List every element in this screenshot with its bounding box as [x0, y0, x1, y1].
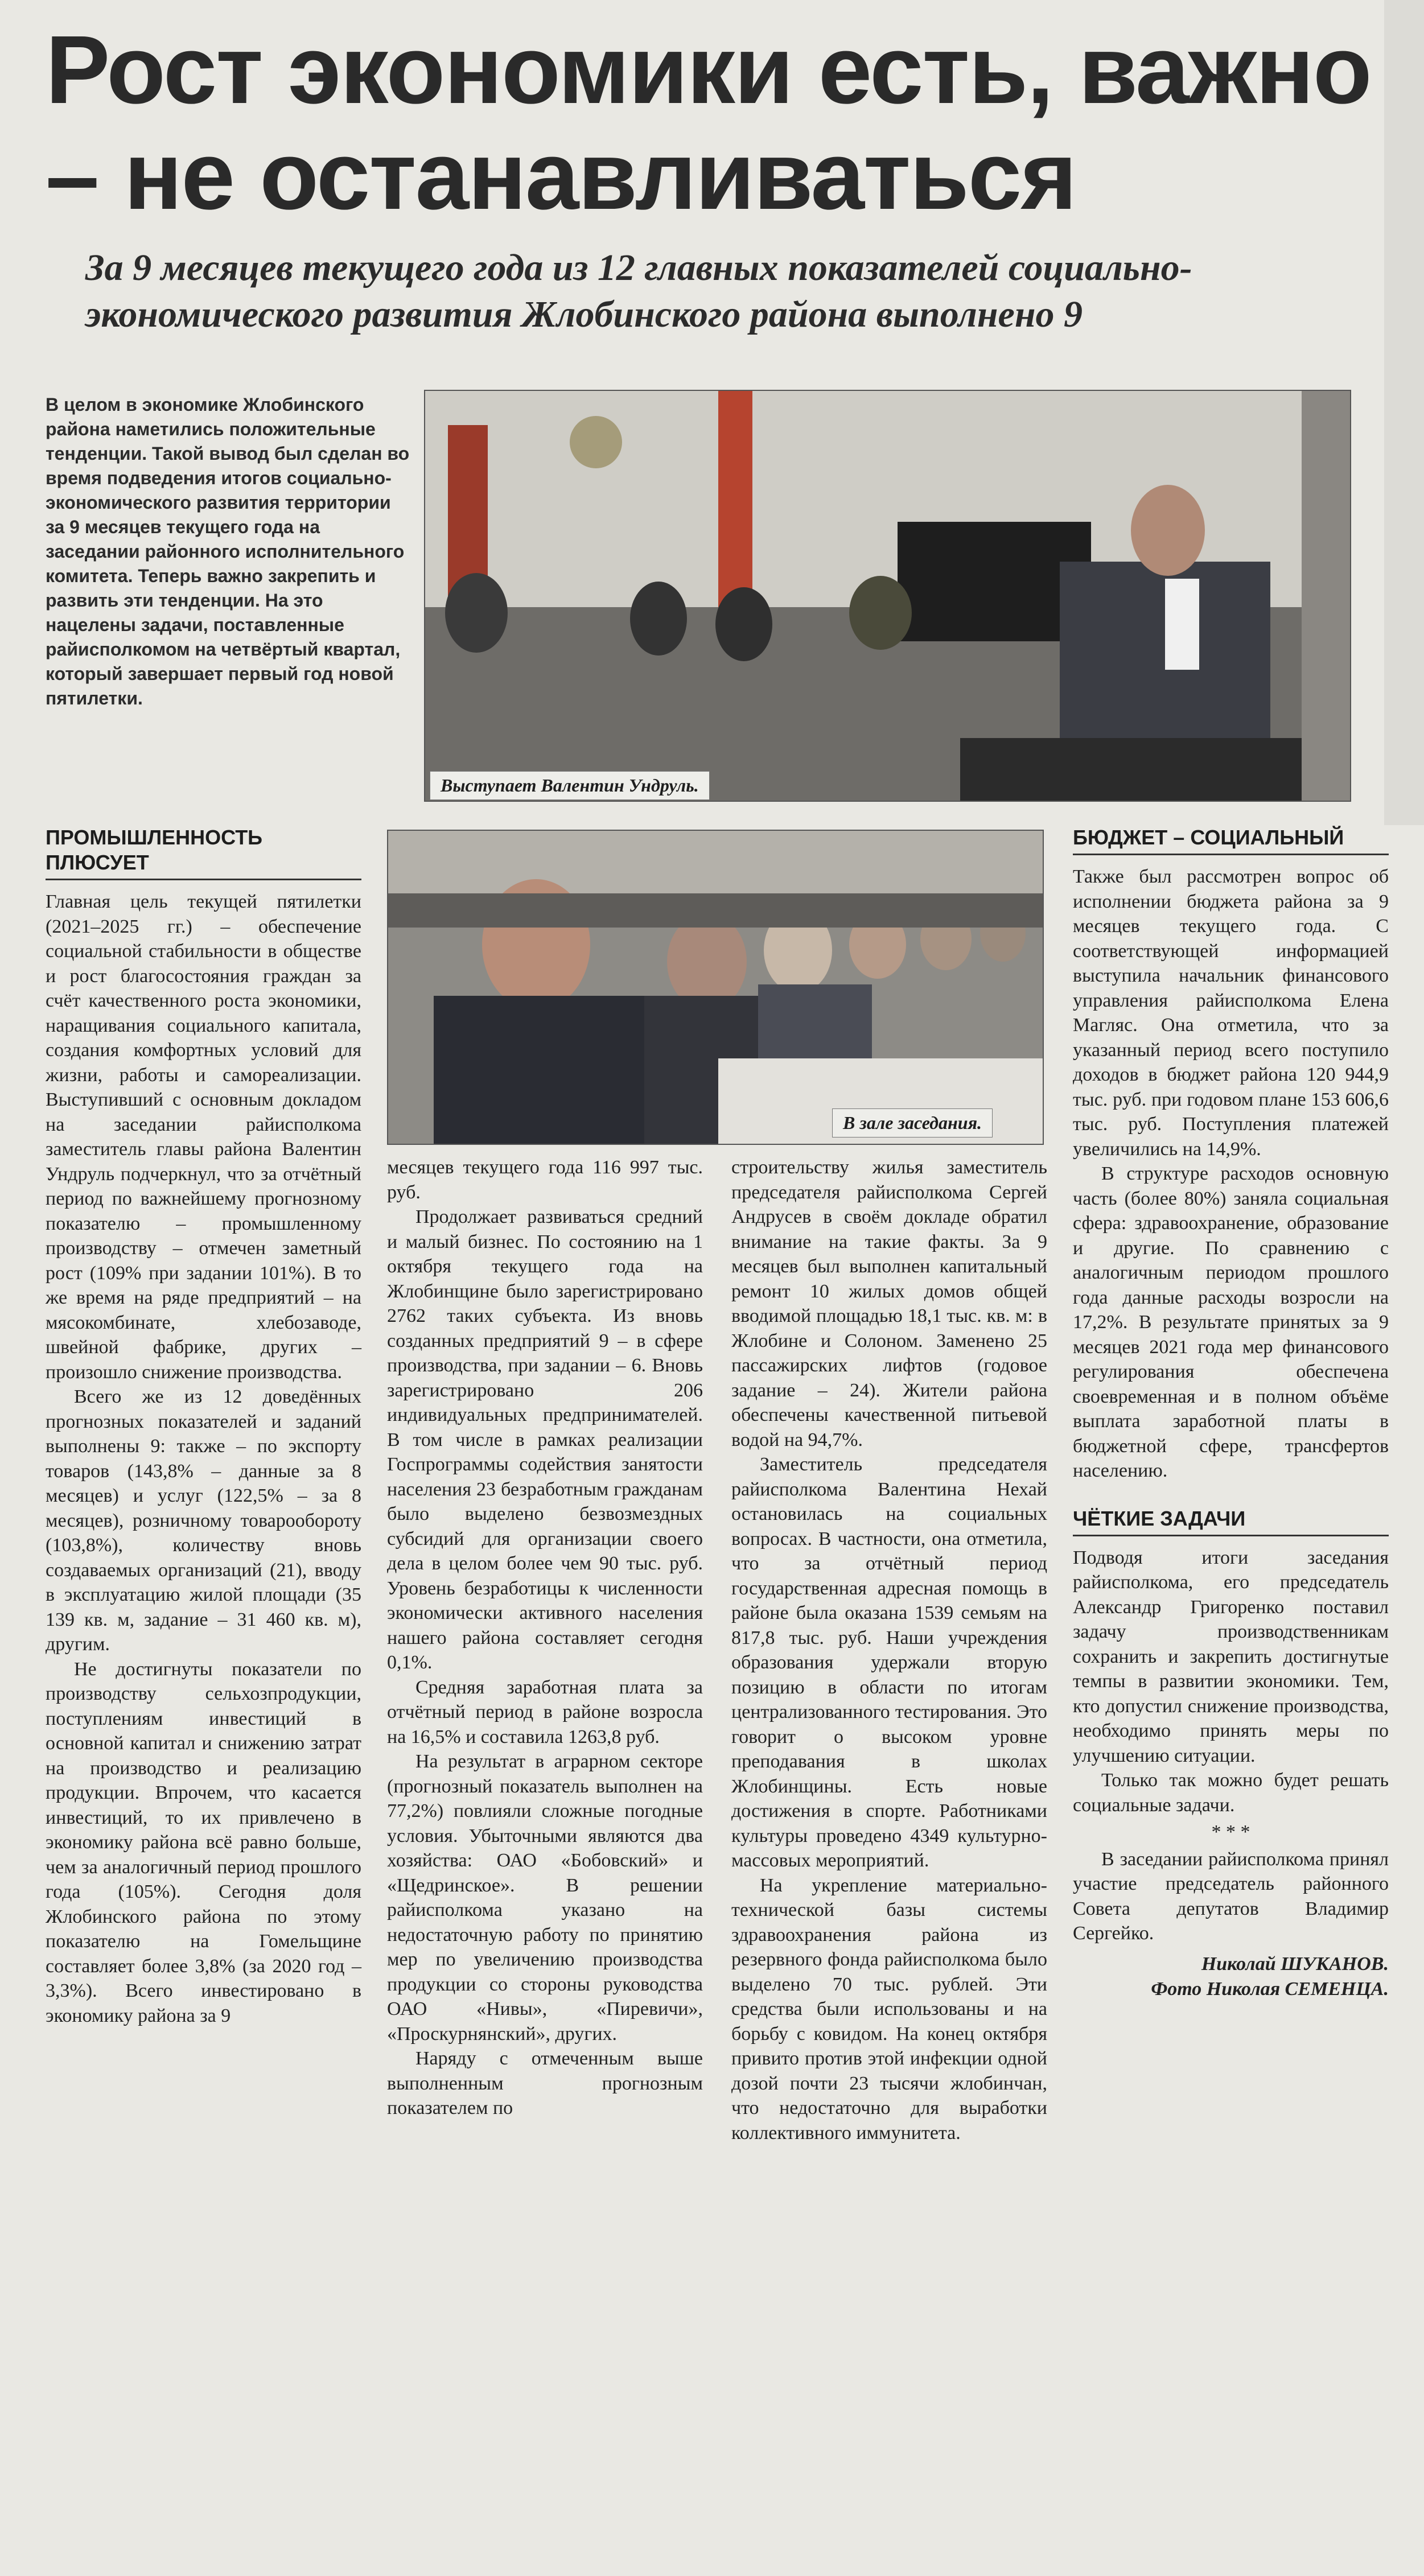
paragraph: Наряду с отмеченным выше выполненным прогнозным показателем по [387, 2048, 703, 2118]
photo-speaker-illustration [425, 391, 1350, 801]
article-lead: В целом в экономике Жлобинского района наметились положительные тенденции. Такой вывод был сделан во время подведения итогов социально-экономического развития территории за 9 месяцев текущего года на заседании районного исполнительного комитета. Теперь важно закрепить и развить эти тенденции. На это нацелены задачи, поставленные райисполкомом на четвёртый квартал, который завершает первый год новой пятилетки. [46, 394, 410, 708]
adjacent-article-edge [1384, 0, 1424, 825]
column-4 [1073, 825, 1389, 2002]
paragraph: Продолжает развиваться средний и малый бизнес. По состоянию на 1 октября текущего года на Жлобинщине было зарегистрировано 2762 таких субъекта. Из вновь созданных предприятий 9 – в сфере производства, при задании – 6. Вновь зарегистрировано 206 индивидуальных предпринимателей. В том числе в рамках реализации Госпрограммы содействия занятости населения 23 безработным гражданам было выделено безвозмездных субсидий для организации своего дела в целом более чем 90 тыс. руб. Уровень безработицы к численности экономически активного населения нашего района составляет сегодня 0,1%. [387, 1206, 703, 1673]
caption-hall: В зале заседания. [832, 1108, 993, 1137]
separator-stars: * * * [1211, 1821, 1250, 1843]
section-title-budget: БЮДЖЕТ – СОЦИАЛЬНЫЙ [1073, 825, 1389, 855]
paragraph: На результат в аграрном секторе (прогнозный показатель выполнен на 77,2%) повлияли сложные погодные условия. Убыточными являются два хозяйства: ОАО «Бобовский» и «Щедринское». В решении райисполкома указано на недостаточную работу по принятию мер по увеличению производства продукции со стороны руководства ОАО «Нивы», «Пиревичи», «Проскурнянский», других. [387, 1751, 703, 2045]
paragraph: строительству жилья заместитель председателя райисполкома Сергей Андрусев в своём докладе обратил внимание на такие факты. За 9 месяцев был выполнен капитальный ремонт 10 жилых домов общей вводимой площадью 18,1 тыс. кв. м: в Жлобине и Солоном. Заменено 25 пассажирских лифтов (годовое задание – 24). Жители района обеспечены качественной питьевой водой на 94,7%. [731, 1157, 1047, 1450]
paragraph: месяцев текущего года 116 997 тыс. руб. [387, 1157, 703, 1203]
photo-credit: Фото Николая СЕМЕНЦА. [1151, 1978, 1389, 2000]
photo-hall [387, 830, 1044, 1145]
column-1-body [46, 889, 361, 2028]
paragraph: Только так можно будет решать социальные задачи. [1073, 1770, 1389, 1816]
column-2 [387, 1155, 703, 2121]
photo-hall-illustration [388, 831, 1043, 1144]
paragraph: На укрепление материально-технической базы системы здравоохранения района из резервного фонда райисполкома было выделено 70 тыс. рублей. Эти средства были использованы и на борьбу с ковидом. На конец октября привито против этой инфекции одной дозой почти 23 тысячи жлобинчан, что недостаточно для выработки коллективного иммунитета. [731, 1874, 1047, 2144]
paragraph: Главная цель текущей пятилетки (2021–2025 гг.) – обеспечение социальной стабильности в обществе и рост благосостояния граждан за счёт качественного роста экономики, наращивания социального капитала, создания комфортных условий для жизни, работы и самореализации. Выступивший с основным докладом на заседании райисполкома заместитель главы района Валентин Ундруль подчеркнул, что за отчётный период по важнейшему прогнозному показателю – промышленному производству – отмечен заметный рост (109% при задании 101%). В то же время на ряде предприятий – на мясокомбинате, хлебозаводе, швейной фабрике, других – произошло снижение производства. [46, 891, 361, 1383]
paragraph: Подводя итоги заседания райисполкома, его председатель Александр Григоренко поставил задачу производственникам сохранить и закрепить достигнутые темпы в развитии экономики. Тем, кто допустил снижение производства, необходимо принять меры по улучшению ситуации. [1073, 1547, 1389, 1766]
paragraph: Не достигнуты показатели по производству сельхозпродукции, поступлениям инвестиций в основной капитал и снижению затрат на производство и реализацию продукции. Впрочем, что касается инвестиций, то их привлечено в экономику района всё равно больше, чем за аналогичный период прошлого года (105%). Сегодня доля Жлобинского района по этому показателю на Гомельщине составляет более 3,8% (за 2020 год – 3,3%). Всего инвестировано в экономику района за 9 [46, 1658, 361, 2026]
photo-speaker [424, 390, 1351, 802]
author-signature: Николай ШУКАНОВ. [1201, 1953, 1389, 1975]
paragraph: В структуре расходов основную часть (более 80%) заняла социальная сфера: здравоохранение, образование и другие. По сравнению с аналогичным периодом прошлого года данные расходы возросли на 17,2%. В результате принятых за 9 месяцев 2021 года мер финансового регулирования обеспечена своевременная и в полном объёме выплата заработной платы в бюджетной сфере, трансфертов населению. [1073, 1163, 1389, 1481]
section-title-tasks: ЧЁТКИЕ ЗАДАЧИ [1073, 1506, 1389, 1536]
paragraph: Средняя заработная плата за отчётный период в районе возросла на 16,5% и составила 1263,8 руб. [387, 1676, 703, 1747]
column-3 [731, 1155, 1047, 2145]
paragraph: Также был рассмотрен вопрос об исполнении бюджета района за 9 месяцев текущего года. С соответствующей информацией выступила начальник финансового управления райисполкома Елена Магляс. Она отметила, что за указанный период всего поступило доходов в бюджет района 120 944,9 тыс. руб. при годовом плане 153 606,6 тыс. руб. Поступления платежей увеличились на 14,9%. [1073, 866, 1389, 1160]
article-subhead: За 9 месяцев текущего года из 12 главных показателей социально-экономического развития Жлобинского района выполнено 9 [85, 247, 1192, 335]
column-1 [46, 825, 361, 2028]
paragraph-closing: В заседании райисполкома принял участие председатель районного Совета депутатов Владимир Сергейко. [1073, 1848, 1389, 1944]
caption-speaker: Выступает Валентин Ундруль. [430, 771, 710, 800]
paragraph: Заместитель председателя райисполкома Валентина Нехай остановилась на социальных вопросах. В частности, она отметила, что за отчётный период государственная адресная помощь в районе была оказана 1539 семьям на 817,8 тыс. руб. Наши учреждения образования удержали вторую позицию в области по итогам централизованного тестирования. Это говорит о высоком уровне преподавания в школах Жлобинщины. Есть новые достижения в спорте. Работниками культуры проведено 4349 культурно-массовых мероприятий. [731, 1454, 1047, 1871]
paragraph: Всего же из 12 доведённых прогнозных показателей и заданий выполнены 9: также – по экспорту товаров (143,8% – данные за 8 месяцев) и услуг (122,5% – за 8 месяцев), розничному товарообороту (103,8%), количеству вновь создаваемых организаций (21), вводу в эксплуатацию жилой площади (35 139 кв. м, задание – 31 460 кв. м), другим. [46, 1386, 361, 1655]
section-title-industry: ПРОМЫШЛЕННОСТЬ ПЛЮСУЕТ [46, 825, 361, 880]
article-headline: Рост экономики есть, важно – не останавливаться [46, 16, 1371, 230]
